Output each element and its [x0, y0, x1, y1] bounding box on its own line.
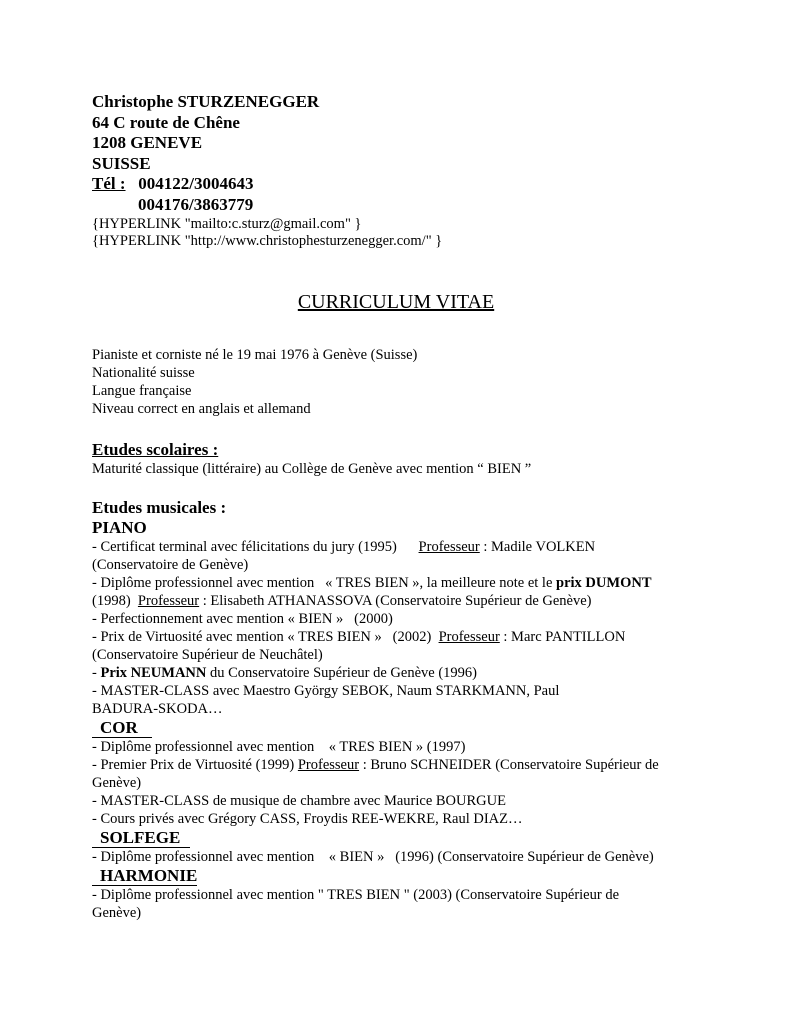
etudes-scolaires-section — [92, 440, 732, 478]
piano-l1-text: - Certificat terminal avec félicitations du jury (1995) — [92, 539, 397, 555]
piano-l4-year: (1998) — [92, 593, 138, 609]
piano-line-2: (Conservatoire de Genève) — [92, 557, 249, 573]
harmonie-line-1: - Diplôme professionnel avec mention " TRES BIEN " (2003) (Conservatoire Supérieur de — [92, 887, 620, 903]
document-title: CURRICULUM VITAE — [297, 291, 495, 313]
website-hyperlink[interactable]: {HYPERLINK "http://www.christophesturzenegger.com/" } — [92, 233, 443, 250]
cor-heading: COR — [92, 718, 152, 738]
piano-line-1 — [92, 538, 732, 556]
piano-line-3 — [92, 574, 732, 592]
piano-l1-teacher: : Madile VOLKEN — [479, 539, 596, 555]
solfege-heading-row — [92, 828, 732, 848]
harmonie-heading: HARMONIE — [92, 866, 197, 886]
piano-l4-teacher: : Elisabeth ATHANASSOVA (Conservatoire Supérieur de Genève) — [199, 593, 592, 609]
cor-l2-teacher: : Bruno SCHNEIDER (Conservatoire Supérieur de — [359, 757, 659, 773]
etudes-scolaires-heading: Etudes scolaires : — [92, 440, 219, 459]
piano-heading: PIANO — [92, 518, 147, 537]
piano-line-5: - Perfectionnement avec mention « BIEN » (2000) — [92, 611, 393, 627]
piano-l3-text: - Diplôme professionnel avec mention « TRES BIEN », la meilleure note et le — [92, 575, 557, 591]
phone-1: 004122/3004643 — [138, 174, 254, 194]
etudes-musicales-section — [92, 498, 732, 922]
contact-header — [92, 92, 732, 251]
solfege-line-1: - Diplôme professionnel avec mention « BIEN » (1996) (Conservatoire Supérieur de Genève) — [92, 849, 654, 865]
piano-line-6 — [92, 628, 732, 646]
piano-l4-professeur: Professeur — [137, 593, 200, 609]
piano-l6-text: - Prix de Virtuosité avec mention « TRES BIEN » (2002) — [92, 629, 439, 645]
cor-line-3: Genève) — [92, 775, 142, 791]
piano-l8-text: du Conservatoire Supérieur de Genève (1996) — [206, 665, 477, 681]
solfege-heading: SOLFEGE — [92, 828, 190, 848]
cor-line-4: - MASTER-CLASS de musique de chambre avec Maurice BOURGUE — [92, 793, 506, 809]
cor-line-2 — [92, 756, 732, 774]
intro-section — [92, 346, 732, 418]
contact-street: 64 C route de Chêne — [92, 112, 240, 132]
piano-l3-prix-dumont: prix DUMONT — [556, 575, 652, 591]
harmonie-heading-row — [92, 866, 732, 886]
piano-line-10: BADURA-SKODA… — [92, 701, 223, 717]
phone-2: 004176/3863779 — [138, 194, 254, 214]
etudes-scolaires-text: Maturité classique (littéraire) au Collège de Genève avec mention “ BIEN ” — [92, 461, 532, 477]
intro-line-3: Langue française — [92, 383, 192, 399]
harmonie-line-2: Genève) — [92, 905, 142, 921]
cv-page — [92, 92, 732, 921]
contact-city: 1208 GENEVE — [92, 133, 203, 153]
cor-line-1: - Diplôme professionnel avec mention « TRES BIEN » (1997) — [92, 739, 466, 755]
piano-l8-dash: - — [92, 665, 101, 681]
contact-phone-line — [92, 174, 732, 195]
cor-l2-text: - Premier Prix de Virtuosité (1999) — [92, 757, 298, 773]
cor-line-5: - Cours privés avec Grégory CASS, Froydis REE-WEKRE, Raul DIAZ… — [92, 811, 523, 827]
cor-l2-professeur: Professeur — [297, 757, 360, 773]
piano-line-4 — [92, 592, 732, 610]
piano-l6-professeur: Professeur — [438, 629, 500, 645]
cor-heading-row — [92, 718, 732, 738]
intro-line-4: Niveau correct en anglais et allemand — [92, 401, 311, 417]
piano-l6-teacher: : Marc PANTILLON — [499, 629, 626, 645]
email-hyperlink[interactable]: {HYPERLINK "mailto:c.sturz@gmail.com" } — [92, 215, 362, 232]
contact-country: SUISSE — [92, 153, 151, 173]
piano-l8-prix-neumann: Prix NEUMANN — [100, 665, 207, 681]
contact-name: Christophe STURZENEGGER — [92, 92, 320, 111]
intro-line-2: Nationalité suisse — [92, 365, 195, 381]
piano-line-9: - MASTER-CLASS avec Maestro György SEBOK, Naum STARKMANN, Paul — [92, 683, 560, 699]
piano-line-7: (Conservatoire Supérieur de Neuchâtel) — [92, 647, 323, 663]
tel-label: Tél : — [92, 174, 126, 194]
intro-line-1: Pianiste et corniste né le 19 mai 1976 à Genève (Suisse) — [92, 347, 418, 363]
piano-l1-professeur: Professeur — [418, 539, 480, 555]
piano-line-8 — [92, 664, 732, 682]
etudes-musicales-heading: Etudes musicales : — [92, 498, 227, 517]
